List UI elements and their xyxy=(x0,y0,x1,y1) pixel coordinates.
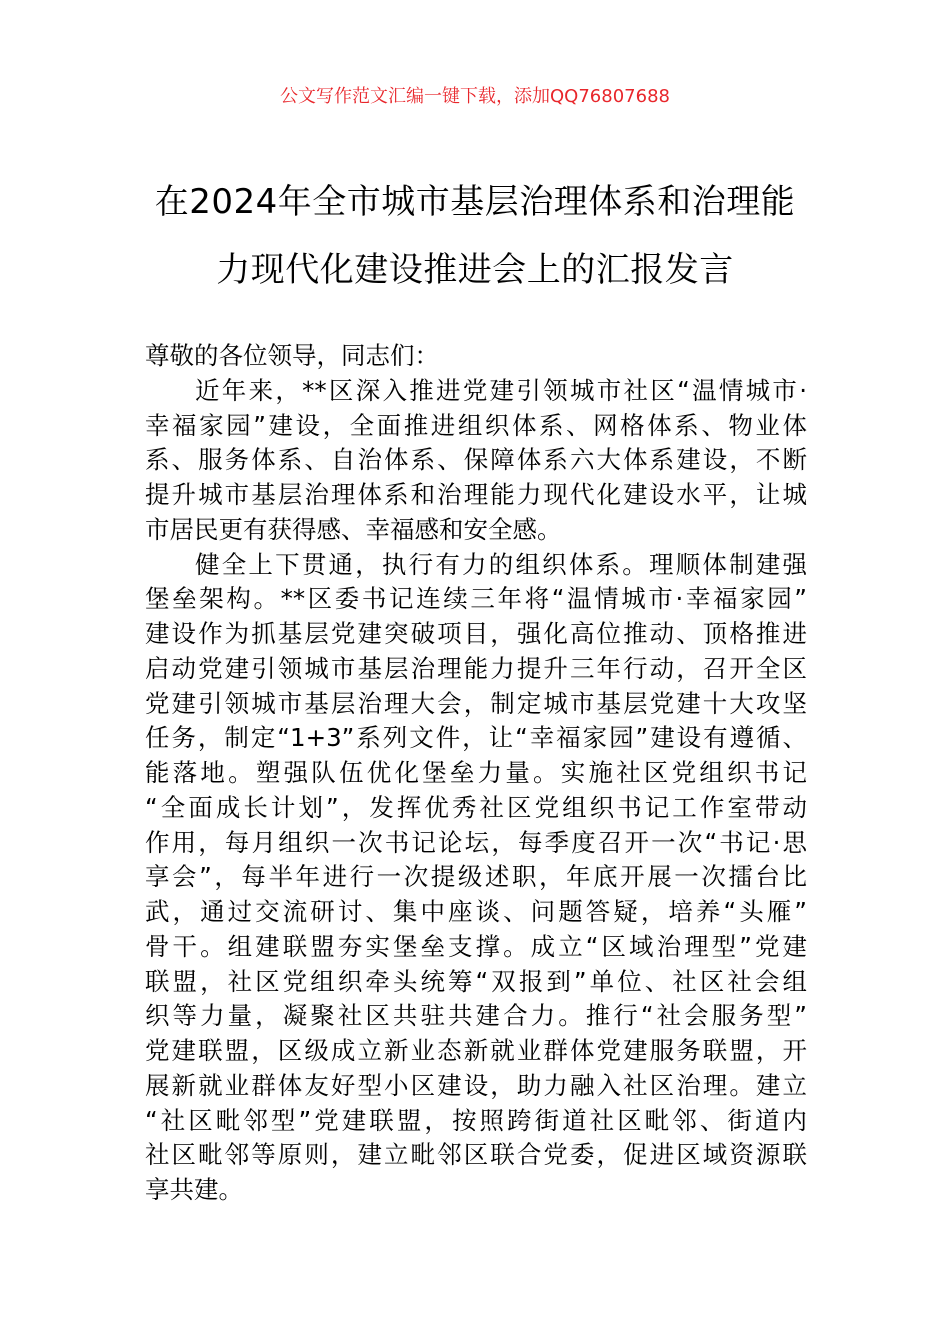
paragraph-line: 幸福家园”建设，全面推进组织体系、网格体系、物业体 xyxy=(145,410,807,440)
paragraph-line: “社区毗邻型”党建联盟，按照跨街道社区毗邻、街道内 xyxy=(145,1105,807,1135)
paragraph-line: 展新就业群体友好型小区建设，助力融入社区治理。建立 xyxy=(145,1070,807,1100)
salutation: 尊敬的各位领导，同志们： xyxy=(145,341,439,370)
paragraph-line: 武，通过交流研讨、集中座谈、问题答疑，培养“头雁” xyxy=(145,897,807,926)
paragraph-line: 健全上下贯通，执行有力的组织体系。理顺体制建强 xyxy=(195,549,807,579)
paragraph-line: 党建引领城市基层治理大会，制定城市基层党建十大攻坚 xyxy=(145,688,807,718)
paragraph xyxy=(145,374,807,548)
paragraph-line: 党建联盟，区级成立新业态新就业群体党建服务联盟，开 xyxy=(145,1036,807,1065)
paragraphs xyxy=(145,374,807,1208)
paragraph-line: 堡垒架构。**区委书记连续三年将“温情城市·幸福家园” xyxy=(145,584,807,614)
paragraph-line: “全面成长计划”，发挥优秀社区党组织书记工作室带动 xyxy=(145,792,807,822)
paragraph-line: 市居民更有获得感、幸福感和安全感。 xyxy=(145,514,562,544)
paragraph-line: 启动党建引领城市基层治理能力提升三年行动，召开全区 xyxy=(145,653,807,683)
paragraph-line: 织等力量，凝聚社区共驻共建合力。推行“社会服务型” xyxy=(145,1001,807,1031)
paragraph-line: 享共建。 xyxy=(145,1175,243,1204)
paragraph-line: 社区毗邻等原则，建立毗邻区联合党委，促进区域资源联 xyxy=(145,1140,807,1170)
paragraph-line: 任务，制定“1+3”系列文件，让“幸福家园”建设有遵循、 xyxy=(145,723,807,753)
promo-header: 公文写作范文汇编一键下载，添加QQ76807688 xyxy=(280,86,670,107)
paragraph-line: 享会”，每半年进行一次提级述职，年底开展一次擂台比 xyxy=(145,862,807,892)
paragraph-line: 建设作为抓基层党建突破项目，强化高位推动、顶格推进 xyxy=(145,619,807,648)
paragraph-line: 能落地。塑强队伍优化堡垒力量。实施社区党组织书记 xyxy=(145,758,807,787)
paragraph-line: 提升城市基层治理体系和治理能力现代化建设水平，让城 xyxy=(145,480,807,509)
paragraph-line: 系、服务体系、自治体系、保障体系六大体系建设，不断 xyxy=(145,445,807,475)
document-body xyxy=(145,339,807,1208)
document-title-line-1: 在2024年全市城市基层治理体系和治理能 xyxy=(154,182,796,222)
paragraph-line: 骨干。组建联盟夯实堡垒支撑。成立“区域治理型”党建 xyxy=(145,931,807,961)
document-title-line-2: 力现代化建设推进会上的汇报发言 xyxy=(216,250,734,290)
paragraph xyxy=(145,548,807,1208)
paragraph-line: 联盟，社区党组织牵头统筹“双报到”单位、社区社会组 xyxy=(145,966,807,996)
paragraph-line: 近年来，**区深入推进党建引领城市社区“温情城市· xyxy=(195,375,807,405)
paragraph-line: 作用，每月组织一次书记论坛，每季度召开一次“书记·思 xyxy=(145,827,807,857)
